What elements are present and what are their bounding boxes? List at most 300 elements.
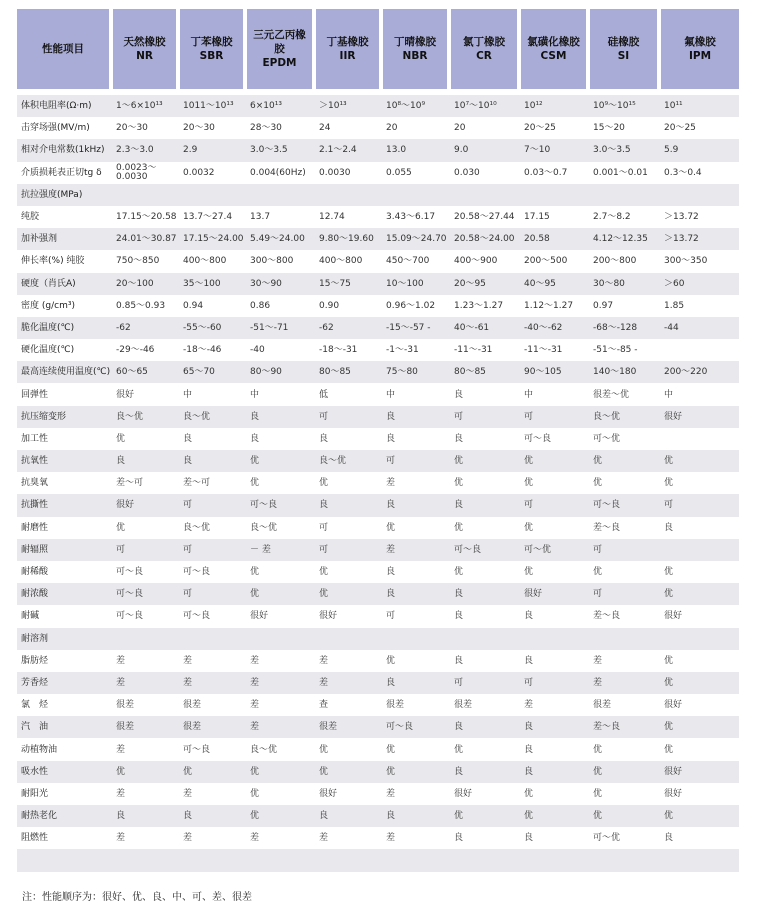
table-cell: 良 — [451, 583, 521, 605]
table-cell: 良 — [521, 761, 590, 783]
table-cell: 优 — [247, 450, 316, 472]
table-cell: 可～优 — [521, 539, 590, 561]
table-cell — [451, 628, 521, 650]
table-cell: 可 — [180, 583, 247, 605]
table-cell: 可 — [113, 539, 180, 561]
row-label: 硬化温度(℃) — [17, 339, 113, 361]
row-label: 耐浓酸 — [17, 583, 113, 605]
column-header-en: NBR — [402, 50, 428, 62]
table-cell: 很好 — [451, 783, 521, 805]
column-header — [247, 9, 316, 89]
table-cell: -51～-71 — [247, 317, 316, 339]
column-header — [590, 9, 661, 89]
table-cell: 30～90 — [247, 273, 316, 295]
table-cell: 良 — [316, 428, 383, 450]
table-cell: -51～-85 - — [590, 339, 661, 361]
column-header — [113, 9, 180, 89]
table-cell: 可 — [521, 406, 590, 428]
column-header-zh: 丁苯橡胶 — [190, 36, 233, 48]
table-cell: 6×10¹³ — [247, 95, 316, 117]
table-cell: 优 — [590, 738, 661, 760]
table-cell: 200～800 — [590, 250, 661, 272]
table-cell: -62 — [113, 317, 180, 339]
table-cell: 20～95 — [451, 273, 521, 295]
table-row — [17, 650, 739, 672]
table-cell: 良 — [451, 716, 521, 738]
table-cell: 20.58 — [521, 228, 590, 250]
table-cell: 良 — [383, 672, 451, 694]
table-cell: 差～可 — [180, 472, 247, 494]
rubber-properties-table — [17, 9, 739, 872]
table-cell: 差～良 — [590, 605, 661, 627]
table-row — [17, 517, 739, 539]
row-label: 介质损耗表正切tg δ — [17, 162, 113, 184]
column-header — [521, 9, 590, 89]
table-cell: -18～-46 — [180, 339, 247, 361]
table-cell: 65～70 — [180, 361, 247, 383]
table-body — [17, 89, 739, 872]
table-cell: 很差 — [113, 716, 180, 738]
table-cell: 很好 — [247, 605, 316, 627]
table-cell: 20～100 — [113, 273, 180, 295]
table-cell: 0.0023～0.0030 — [113, 162, 180, 184]
table-cell: 优 — [247, 805, 316, 827]
table-row — [17, 162, 739, 184]
table-cell: 优 — [451, 517, 521, 539]
table-cell: 很好 — [316, 605, 383, 627]
table-cell: 0.90 — [316, 295, 383, 317]
table-cell: 可～良 — [383, 716, 451, 738]
table-cell: 10⁷～10¹⁰ — [451, 95, 521, 117]
row-label: 脂肪烃 — [17, 650, 113, 672]
table-cell — [661, 428, 739, 450]
table-cell: -11～-31 — [521, 339, 590, 361]
table-cell: 很好 — [661, 694, 739, 716]
column-header-en: IIR — [339, 50, 356, 62]
table-cell: 良 — [247, 406, 316, 428]
table-cell — [180, 184, 247, 206]
table-cell: 优 — [383, 650, 451, 672]
table-cell: 可 — [451, 406, 521, 428]
table-cell: 可～良 — [451, 539, 521, 561]
table-cell: 差 — [383, 827, 451, 849]
table-cell: 20 — [383, 117, 451, 139]
table-cell: 差 — [590, 672, 661, 694]
table-cell: 差 — [383, 539, 451, 561]
column-header-en: SBR — [199, 50, 224, 62]
table-cell: 良 — [521, 650, 590, 672]
table-cell: 可 — [180, 494, 247, 516]
table-cell: ＞60 — [661, 273, 739, 295]
table-cell: 优 — [521, 561, 590, 583]
row-label: 汽 油 — [17, 716, 113, 738]
table-cell: 0.0030 — [316, 162, 383, 184]
table-row — [17, 228, 739, 250]
table-cell: 优 — [316, 561, 383, 583]
table-cell: 良～优 — [180, 406, 247, 428]
table-cell: 1011～10¹³ — [180, 95, 247, 117]
table-cell: 80～90 — [247, 361, 316, 383]
row-label: 耐阳光 — [17, 783, 113, 805]
table-cell: 差 — [180, 650, 247, 672]
table-cell: 很好 — [113, 383, 180, 405]
table-cell: 400～900 — [451, 250, 521, 272]
table-cell: 5.49～24.00 — [247, 228, 316, 250]
table-cell: 可～良 — [113, 583, 180, 605]
row-label: 吸水性 — [17, 761, 113, 783]
table-row — [17, 805, 739, 827]
column-header-zh: 丁基橡胶 — [326, 36, 369, 48]
table-cell: 良 — [661, 517, 739, 539]
table-cell: 很好 — [113, 494, 180, 516]
table-row — [17, 295, 739, 317]
table-cell: 3.0～3.5 — [590, 139, 661, 161]
table-cell: 24 — [316, 117, 383, 139]
table-cell: 优 — [383, 761, 451, 783]
table-cell: 200～500 — [521, 250, 590, 272]
table-row — [17, 428, 739, 450]
table-cell: 良 — [316, 805, 383, 827]
table-cell: 可～良 — [180, 605, 247, 627]
table-row-empty — [17, 849, 739, 871]
table-cell: 可～良 — [180, 738, 247, 760]
table-cell: 优 — [247, 472, 316, 494]
table-cell: 优 — [451, 805, 521, 827]
table-cell — [113, 184, 180, 206]
table-cell: 0.03～0.7 — [521, 162, 590, 184]
table-cell: 良 — [451, 761, 521, 783]
table-cell: 良 — [451, 383, 521, 405]
table-cell: 750～850 — [113, 250, 180, 272]
table-cell: -62 — [316, 317, 383, 339]
table-cell: 20 — [451, 117, 521, 139]
table-cell: 20～30 — [113, 117, 180, 139]
table-cell: 300～800 — [247, 250, 316, 272]
table-cell: 80～85 — [451, 361, 521, 383]
table-cell: 可～良 — [180, 561, 247, 583]
table-cell: 良 — [521, 827, 590, 849]
table-cell: 很好 — [661, 761, 739, 783]
table-cell: 差 — [180, 783, 247, 805]
table-cell: 优 — [451, 450, 521, 472]
column-header-en: IPM — [688, 50, 712, 62]
row-label: 氯 烃 — [17, 694, 113, 716]
table-cell: 优 — [661, 450, 739, 472]
table-cell — [590, 628, 661, 650]
table-row — [17, 672, 739, 694]
table-row — [17, 117, 739, 139]
table-cell: 中 — [180, 383, 247, 405]
table-cell: 1.12～1.27 — [521, 295, 590, 317]
table-cell: 优 — [521, 783, 590, 805]
table-cell: 很差 — [113, 694, 180, 716]
column-header — [316, 9, 383, 89]
row-label: 加补强剂 — [17, 228, 113, 250]
row-label: 耐碱 — [17, 605, 113, 627]
table-cell: 0.85～0.93 — [113, 295, 180, 317]
table-cell: 优 — [451, 561, 521, 583]
table-cell — [316, 184, 383, 206]
column-header-zh: 天然橡胶 — [123, 36, 166, 48]
table-cell: 可 — [521, 672, 590, 694]
row-label: 抗撕性 — [17, 494, 113, 516]
table-cell: 优 — [316, 583, 383, 605]
table-cell — [180, 628, 247, 650]
table-cell: 35～100 — [180, 273, 247, 295]
row-label: 最高连续使用温度(℃) — [17, 361, 113, 383]
table-cell: 4.12～12.35 — [590, 228, 661, 250]
table-cell: 差～可 — [113, 472, 180, 494]
table-cell: 9.0 — [451, 139, 521, 161]
table-cell: 优 — [661, 472, 739, 494]
table-cell: 400～800 — [316, 250, 383, 272]
table-cell: 可 — [180, 539, 247, 561]
table-row — [17, 738, 739, 760]
table-cell — [661, 184, 739, 206]
table-cell: 优 — [316, 738, 383, 760]
table-cell: 优 — [661, 650, 739, 672]
table-cell: 良 — [383, 494, 451, 516]
table-cell: 可 — [383, 450, 451, 472]
table-cell: 很差～优 — [590, 383, 661, 405]
table-cell: 优 — [451, 472, 521, 494]
table-cell: 300～350 — [661, 250, 739, 272]
table-row — [17, 583, 739, 605]
table-cell: 20～25 — [661, 117, 739, 139]
table-cell: 良 — [383, 428, 451, 450]
table-cell: 0.030 — [451, 162, 521, 184]
table-cell: 很差 — [590, 694, 661, 716]
row-label: 硬度（肖氏A) — [17, 273, 113, 295]
table-cell: 优 — [247, 583, 316, 605]
table-cell: 良～优 — [316, 450, 383, 472]
table-cell: 7～10 — [521, 139, 590, 161]
table-cell: 450～700 — [383, 250, 451, 272]
table-row — [17, 406, 739, 428]
table-cell: 可～良 — [590, 494, 661, 516]
table-cell: 优 — [247, 783, 316, 805]
table-row — [17, 273, 739, 295]
row-label: 抗拉强度(MPa) — [17, 184, 113, 206]
table-cell: 良 — [180, 428, 247, 450]
row-label: 芳香烃 — [17, 672, 113, 694]
table-cell: ＞13.72 — [661, 228, 739, 250]
table-cell: 80～85 — [316, 361, 383, 383]
table-cell: 差 — [521, 694, 590, 716]
table-cell: 10⁸～10⁹ — [383, 95, 451, 117]
table-cell: 优 — [247, 761, 316, 783]
row-label: 耐稀酸 — [17, 561, 113, 583]
table-cell: 可 — [521, 494, 590, 516]
table-cell: 很差 — [180, 716, 247, 738]
table-cell: 优 — [383, 738, 451, 760]
header-row — [17, 9, 739, 89]
table-cell: 优 — [113, 428, 180, 450]
table-cell: 优 — [590, 472, 661, 494]
table-cell: 1.23～1.27 — [451, 295, 521, 317]
table-cell: 1～6×10¹³ — [113, 95, 180, 117]
table-cell: 很差 — [316, 716, 383, 738]
table-cell: 优 — [521, 517, 590, 539]
table-cell: 很差 — [383, 694, 451, 716]
table-cell: 10～100 — [383, 273, 451, 295]
row-label: 回弹性 — [17, 383, 113, 405]
table-cell: 可～良 — [521, 428, 590, 450]
table-cell: 优 — [521, 450, 590, 472]
table-cell: 200～220 — [661, 361, 739, 383]
table-cell: 0.3～0.4 — [661, 162, 739, 184]
table-cell: 可 — [383, 605, 451, 627]
table-cell: ＞10¹³ — [316, 95, 383, 117]
table-cell: 中 — [521, 383, 590, 405]
table-cell: 低 — [316, 383, 383, 405]
table-cell: 良 — [451, 827, 521, 849]
table-cell: 2.7～8.2 — [590, 206, 661, 228]
table-cell: 12.74 — [316, 206, 383, 228]
row-label: 动植物油 — [17, 738, 113, 760]
table-cell: 13.0 — [383, 139, 451, 161]
table-cell: 良 — [383, 583, 451, 605]
table-cell: 差～良 — [590, 517, 661, 539]
table-cell: 差 — [383, 783, 451, 805]
table-cell: 10¹¹ — [661, 95, 739, 117]
table-cell: 差 — [247, 716, 316, 738]
table-cell: 优 — [590, 761, 661, 783]
row-label: 伸长率(%) 纯胶 — [17, 250, 113, 272]
table-row — [17, 450, 739, 472]
table-row — [17, 694, 739, 716]
table-cell: 0.001～0.01 — [590, 162, 661, 184]
table-cell: 优 — [521, 472, 590, 494]
table-cell: 可～良 — [247, 494, 316, 516]
table-cell: 3.43～6.17 — [383, 206, 451, 228]
table-cell: 可 — [316, 517, 383, 539]
table-cell — [590, 184, 661, 206]
column-header — [180, 9, 247, 89]
table-cell: 优 — [113, 761, 180, 783]
table-cell: 140～180 — [590, 361, 661, 383]
footnote: 注：性能顺序为：很好、优、良、中、可、差、很差 — [22, 892, 252, 903]
column-header-zh: 三元乙丙橡胶 — [253, 29, 306, 55]
table-row — [17, 561, 739, 583]
row-label: 纯胶 — [17, 206, 113, 228]
table-wrapper — [17, 9, 739, 872]
table-cell: 良 — [383, 561, 451, 583]
table-cell: 差 — [247, 694, 316, 716]
table-cell: 13.7～27.4 — [180, 206, 247, 228]
table-cell: 优 — [661, 716, 739, 738]
row-label: 脆化温度(℃) — [17, 317, 113, 339]
table-row — [17, 383, 739, 405]
table-cell: 优 — [590, 783, 661, 805]
table-cell: 良 — [383, 406, 451, 428]
table-row — [17, 139, 739, 161]
table-row — [17, 783, 739, 805]
table-cell: 良 — [180, 450, 247, 472]
table-cell: 2.1～2.4 — [316, 139, 383, 161]
column-header-zh: 丁晴橡胶 — [394, 36, 436, 48]
table-cell: 很好 — [521, 583, 590, 605]
table-cell: － 差 — [247, 539, 316, 561]
table-cell: 可 — [316, 539, 383, 561]
table-cell: 差 — [113, 827, 180, 849]
table-cell: 优 — [590, 561, 661, 583]
table-cell: 90～105 — [521, 361, 590, 383]
table-cell: 20.58～27.44 — [451, 206, 521, 228]
table-cell: 良～优 — [590, 406, 661, 428]
table-cell: 中 — [383, 383, 451, 405]
table-cell: 10⁹～10¹⁵ — [590, 95, 661, 117]
row-label: 加工性 — [17, 428, 113, 450]
table-cell: 良 — [521, 605, 590, 627]
table-cell: 75～80 — [383, 361, 451, 383]
table-cell: 良 — [247, 428, 316, 450]
table-row — [17, 206, 739, 228]
table-cell: 可 — [590, 539, 661, 561]
table-row — [17, 361, 739, 383]
column-header-en: CR — [476, 50, 492, 62]
column-header — [451, 9, 521, 89]
table-cell: 很好 — [316, 783, 383, 805]
table-cell: 可～优 — [590, 827, 661, 849]
table-cell: 优 — [521, 805, 590, 827]
table-cell: -29～-46 — [113, 339, 180, 361]
row-label: 耐辐照 — [17, 539, 113, 561]
table-cell: 差 — [113, 738, 180, 760]
table-cell — [316, 628, 383, 650]
table-cell: 良 — [451, 494, 521, 516]
table-cell — [661, 339, 739, 361]
table-cell: 15.09～24.70 — [383, 228, 451, 250]
column-header-en: EPDM — [262, 57, 297, 69]
table-row — [17, 339, 739, 361]
table-cell: 优 — [113, 517, 180, 539]
table-cell: 差 — [316, 672, 383, 694]
column-header-en: SI — [617, 50, 630, 62]
table-row — [17, 761, 739, 783]
table-cell: 0.94 — [180, 295, 247, 317]
table-cell: 2.3～3.0 — [113, 139, 180, 161]
column-header-en: NR — [136, 50, 153, 62]
row-label: 耐磨性 — [17, 517, 113, 539]
table-cell: 差 — [180, 827, 247, 849]
table-cell: 0.004(60Hz) — [247, 162, 316, 184]
table-cell: 很好 — [661, 406, 739, 428]
table-cell: 很好 — [661, 783, 739, 805]
table-cell: 优 — [661, 561, 739, 583]
column-header-zh: 性能项目 — [42, 43, 84, 55]
row-label: 击穿场强(MV/m) — [17, 117, 113, 139]
table-row — [17, 827, 739, 849]
table-cell — [383, 628, 451, 650]
table-cell: -18～-31 — [316, 339, 383, 361]
table-cell: 良 — [180, 805, 247, 827]
table-cell: 可～优 — [590, 428, 661, 450]
table-cell: -44 — [661, 317, 739, 339]
table-row — [17, 628, 739, 650]
table-cell: 20～30 — [180, 117, 247, 139]
table-cell — [113, 628, 180, 650]
table-cell: 20.58～24.00 — [451, 228, 521, 250]
table-cell: 优 — [451, 738, 521, 760]
row-label: 阻燃性 — [17, 827, 113, 849]
table-cell: 优 — [661, 672, 739, 694]
table-cell: 良 — [451, 605, 521, 627]
column-header — [661, 9, 739, 89]
table-cell: 20～25 — [521, 117, 590, 139]
row-label: 抗氧性 — [17, 450, 113, 472]
table-cell: 可～良 — [113, 561, 180, 583]
